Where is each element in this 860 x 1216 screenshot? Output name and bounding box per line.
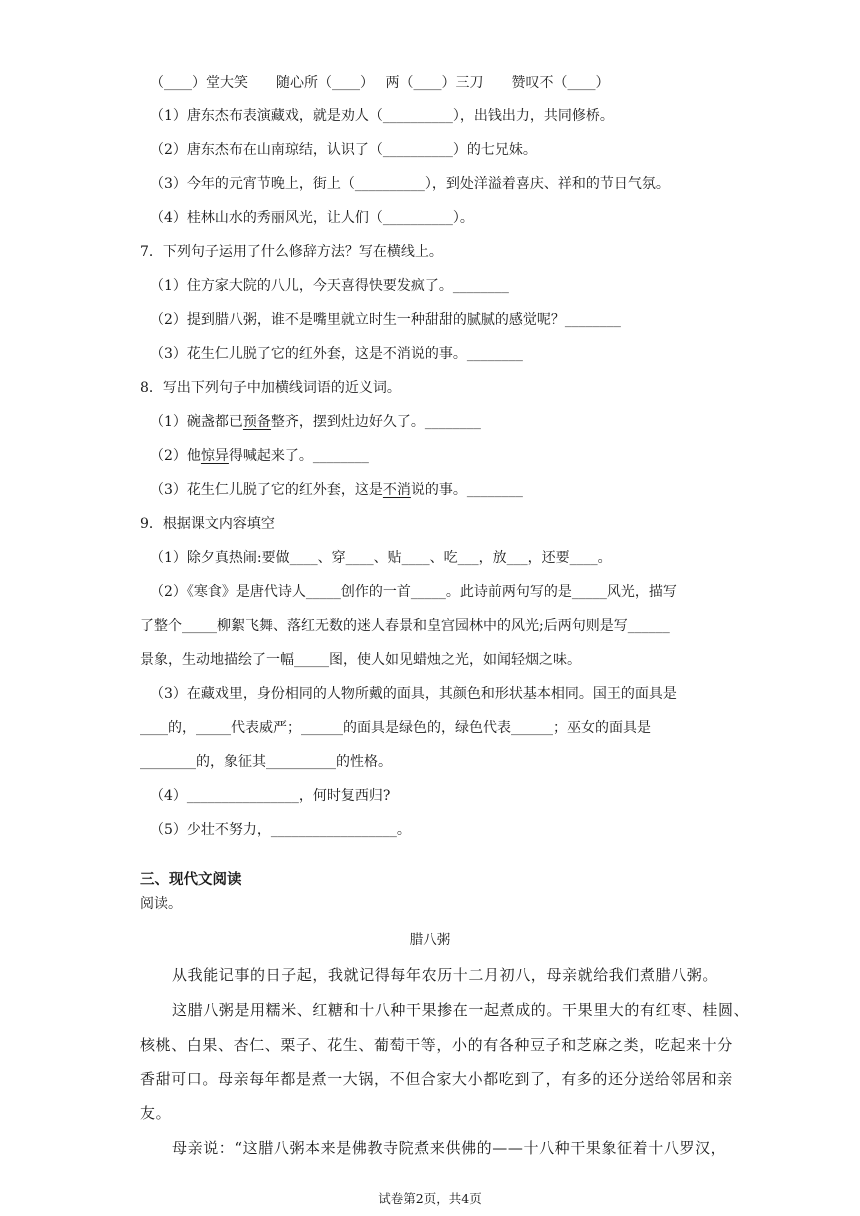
passage-title: 腊八粥	[409, 932, 451, 948]
q8-item-2-post: 得喊起来了。________	[228, 448, 369, 464]
q7-item-2: （2）提到腊八粥，谁不是嘴里就立时生一种甜甜的腻腻的感觉呢？________	[150, 312, 621, 328]
q8-item-1-word: 预备	[242, 414, 271, 430]
page-footer: 试卷第2页，共4页	[378, 1191, 482, 1206]
q6-item-2: （2）唐东杰布在山南琼结，认识了（__________）的七兄妹。	[150, 142, 537, 158]
q9-line-6: ____的，_____代表威严；______的面具是绿色的，绿色代表______；巫女的面具是	[140, 720, 651, 736]
q7-title: 7．下列句子运用了什么修辞方法？写在横线上。	[140, 244, 443, 260]
q9-line-1: （1）除夕真热闹:要做____、穿____、贴____、吃___，放___，还要____。	[150, 550, 612, 566]
passage-line-1: 从我能记事的日子起，我就记得每年农历十二月初八，母亲就给我们煮腊八粥。	[172, 966, 719, 984]
passage-line-5: 友。	[140, 1104, 172, 1122]
read-label: 阅读。	[140, 896, 182, 912]
q8-item-3-word: 不消	[382, 482, 411, 498]
q9-line-7: ________的，象征其__________的性格。	[140, 754, 392, 770]
q8-item-1-pre: （1）碗盏都已	[150, 414, 243, 430]
q9-line-2: （2）《寒食》是唐代诗人_____创作的一首_____。此诗前两句写的是_____风光，描写	[150, 584, 677, 600]
q8-item-1	[150, 412, 481, 432]
q8-item-3	[150, 480, 523, 500]
passage-line-6: 母亲说：“这腊八粥本来是佛教寺院煮来供佛的——十八种干果象征着十八罗汉，	[172, 1139, 727, 1157]
passage-line-3: 核桃、白果、杏仁、栗子、花生、葡萄干等，小的有各种豆子和芝麻之类，吃起来十分	[140, 1036, 733, 1054]
q9-line-8: （4）________________，何时复西归?	[150, 788, 391, 804]
q9-line-9: （5）少壮不努力，__________________。	[150, 822, 411, 838]
passage-line-4: 香甜可口。母亲每年都是煮一大锅，不但合家大小都吃到了，有多的还分送给邻居和亲	[140, 1070, 733, 1088]
q7-item-3: （3）花生仁儿脱了它的红外套，这是不消说的事。________	[150, 346, 523, 362]
q8-item-3-post: 说的事。________	[410, 482, 523, 498]
section-3-heading: 三、现代文阅读	[140, 871, 242, 888]
q9-title: 9．根据课文内容填空	[140, 516, 275, 532]
q9-line-4: 景象，生动地描绘了一幅_____图，使人如见蜡烛之光，如闻轻烟之味。	[140, 652, 581, 668]
q8-item-2-word: 惊异	[200, 448, 229, 464]
q9-line-5: （3）在藏戏里，身份相同的人物所戴的面具，其颜色和形状基本相同。国王的面具是	[150, 686, 677, 702]
q8-item-2	[150, 446, 369, 466]
q8-item-3-pre: （3）花生仁儿脱了它的红外套，这是	[150, 482, 383, 498]
q6-idioms: （____）堂大笑 随心所（____） 两（____）三刀 赞叹不（____）	[150, 75, 610, 91]
q8-item-2-pre: （2）他	[150, 448, 201, 464]
passage-line-2: 这腊八粥是用糯米、红糖和十八种干果掺在一起煮成的。干果里大的有红枣、桂圆、	[172, 1001, 750, 1019]
q9-line-3: 了整个_____柳絮飞舞、落红无数的迷人春景和皇宫园林中的风光;后两句则是写______	[140, 618, 670, 634]
q6-item-3: （3）今年的元宵节晚上，街上（__________），到处洋溢着喜庆、祥和的节日气氛。	[150, 176, 670, 192]
q6-item-1: （1）唐东杰布表演藏戏，就是劝人（__________），出钱出力，共同修桥。	[150, 108, 614, 124]
q7-item-1: （1）住方家大院的八儿，今天喜得快要发疯了。________	[150, 278, 509, 294]
q8-item-1-post: 整齐，摆到灶边好久了。________	[270, 414, 481, 430]
q6-item-4: （4）桂林山水的秀丽风光，让人们（__________）。	[150, 210, 474, 226]
q8-title: 8．写出下列句子中加横线词语的近义词。	[140, 380, 401, 396]
